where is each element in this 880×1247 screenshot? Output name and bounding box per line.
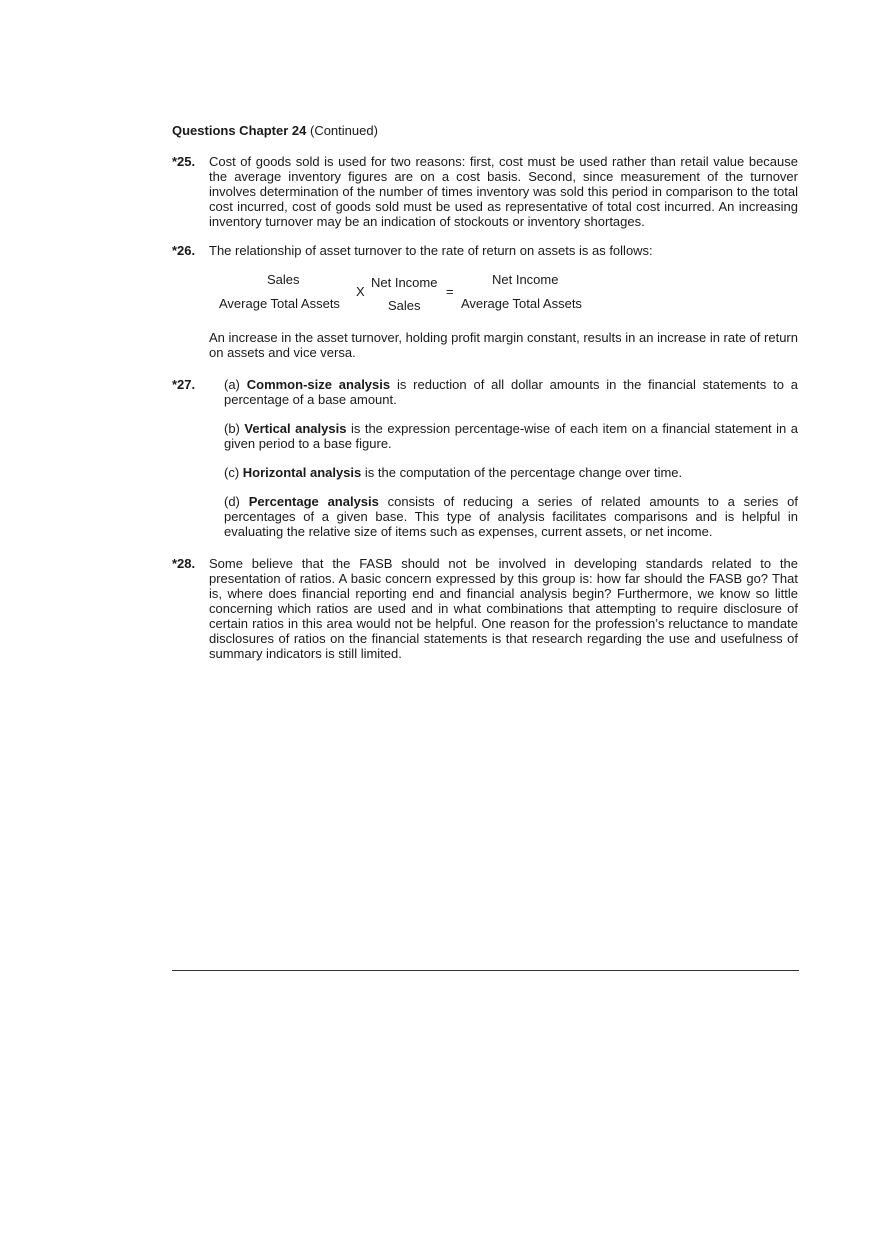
question-text: Cost of goods sold is used for two reasons: first, cost must be used rather than retail value because the average inventory figures are on a cost basis. Second, since measurement of the turnover involves determination of the number of times inventory was sold this period in comparison to the total cost incurred, cost of goods sold must be used as representative of total cost incurred. An increasing inventory turnover may be an indication of stockouts or inventory shortages. xyxy=(209,154,798,229)
formula-mid-denominator: Sales xyxy=(388,298,421,313)
formula-mid-numerator: Net Income xyxy=(371,275,438,290)
item-text: consists of reducing a series of related amounts to a series of percentages of a given base. This type of analysis facilitates comparisons and is helpful in evaluating the relative size of items such as expenses, current assets, or net income. xyxy=(224,494,798,539)
page-title-continued: (Continued) xyxy=(306,123,378,138)
list-item xyxy=(224,494,798,539)
item-term: Percentage analysis xyxy=(248,494,379,509)
question-intro: The relationship of asset turnover to the rate of return on assets is as follows: xyxy=(209,243,653,258)
formula-right-numerator: Net Income xyxy=(492,272,559,287)
item-term: Horizontal analysis xyxy=(242,465,362,480)
question-number: *26. xyxy=(172,243,196,258)
formula xyxy=(209,272,798,312)
question-text: Some believe that the FASB should not be involved in developing standards related to the presentation of ratios. A basic concern expressed by this group is: how far should the FASB go? That is, where does financial reporting end and financial analysis begin? Furthermore, we know so little concerning which ratios are used and in what combinations that attempting to require disclosure of certain ratios in this area would not be helpful. One reason for the profession’s reluctance to mandate disclosures of ratios on the financial statements is that research regarding the use and usefulness of summary indicators is still limited. xyxy=(209,556,798,661)
item-text: is the computation of the percentage change over time. xyxy=(361,465,683,480)
item-term: Vertical analysis xyxy=(244,421,347,436)
formula-left-denominator: Average Total Assets xyxy=(219,296,340,311)
formula-right-denominator: Average Total Assets xyxy=(461,296,582,311)
list-item xyxy=(224,377,798,407)
question-number: *27. xyxy=(172,377,196,392)
question-number: *25. xyxy=(172,154,196,169)
question-27 xyxy=(172,377,798,553)
item-label: (c) xyxy=(224,465,240,480)
question-conclusion: An increase in the asset turnover, holding profit margin constant, results in an increase in rate of return on assets and vice versa. xyxy=(209,330,798,360)
item-label: (d) xyxy=(224,494,240,509)
footer-divider xyxy=(172,970,799,971)
formula-left-numerator: Sales xyxy=(267,272,300,287)
question-28 xyxy=(172,556,798,661)
item-label: (b) xyxy=(224,421,240,436)
item-text: is reduction of all dollar amounts in the financial statements to a percentage of a base amount. xyxy=(224,377,798,407)
question-25 xyxy=(172,154,798,229)
formula-times: X xyxy=(356,284,365,299)
formula-equals: = xyxy=(446,284,454,299)
page-title-bold: Questions Chapter 24 xyxy=(172,123,307,138)
list-item xyxy=(224,465,798,480)
question-number: *28. xyxy=(172,556,196,571)
list-item xyxy=(224,421,798,451)
item-text: is the expression percentage-wise of each item on a financial statement in a given period to a base figure. xyxy=(224,421,799,451)
item-label: (a) xyxy=(224,377,240,392)
item-term: Common-size analysis xyxy=(246,377,391,392)
page-title xyxy=(172,123,378,138)
question-26 xyxy=(172,243,798,360)
